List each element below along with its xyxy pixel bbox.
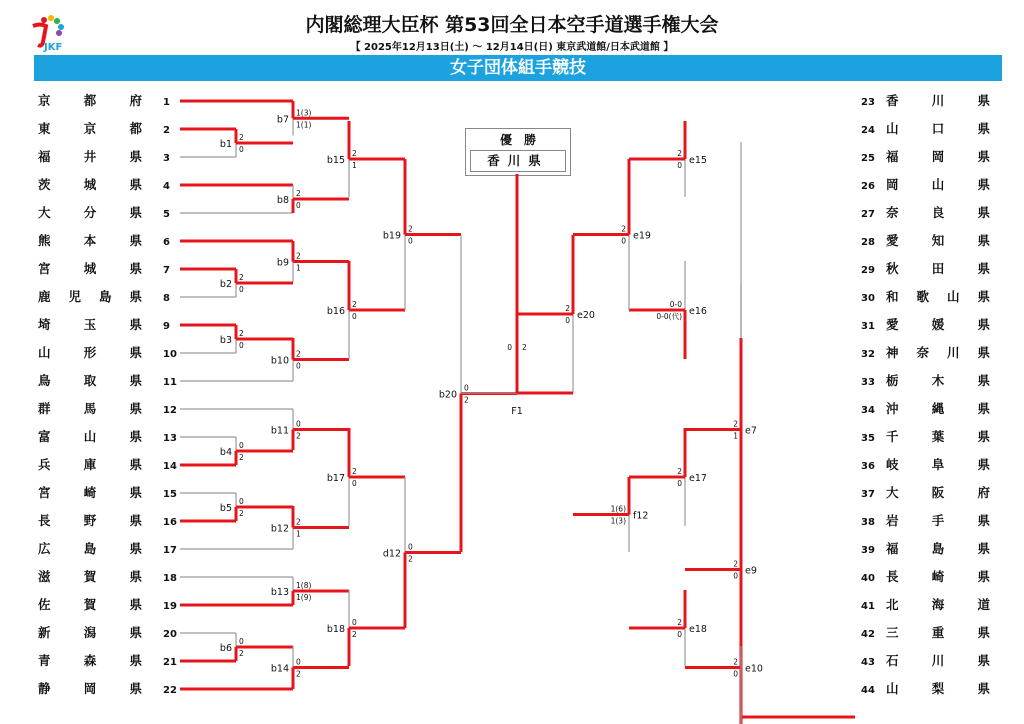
match-score-top: 2 [677, 467, 682, 476]
match-label: b3 [219, 335, 232, 346]
match-score-bottom: 0 [352, 312, 357, 321]
team-name-left: 宮崎県 [38, 485, 142, 500]
match-score-bottom: 0 [239, 285, 244, 294]
seed-number-left: 18 [163, 573, 177, 584]
team-name-right: 愛知県 [886, 233, 990, 248]
seed-number-right: 23 [861, 97, 875, 108]
match-score-bottom: 0 [621, 236, 626, 246]
seed-number-left: 3 [163, 153, 170, 164]
seed-number-right: 26 [861, 181, 875, 192]
match-score-top: 1(8) [296, 581, 312, 590]
match-label: e20 [577, 310, 595, 321]
match-label: b13 [270, 587, 289, 598]
match-score-top: 2 [733, 559, 738, 569]
team-name-right: 岡山県 [886, 177, 990, 192]
team-name-left: 京都府 [38, 93, 142, 108]
match-score-bottom: 0 [296, 361, 301, 371]
seed-number-right: 27 [861, 209, 875, 220]
match-score-bottom: 0 [352, 479, 357, 488]
match-score-top: 2 [352, 467, 357, 476]
seed-number-right: 28 [861, 237, 875, 248]
team-name-right: 神奈川県 [886, 345, 990, 360]
team-name-right: 山梨県 [886, 681, 990, 696]
match-label: e19 [633, 230, 651, 242]
match-label: b17 [326, 473, 345, 484]
seed-number-right: 41 [861, 601, 875, 612]
seed-number-left: 12 [163, 405, 177, 416]
match-label: b11 [270, 425, 289, 437]
match-score-bottom: 0 [408, 236, 413, 246]
team-name-right: 長崎県 [886, 569, 990, 584]
match-label: b9 [276, 257, 289, 269]
team-name-left: 兵庫県 [38, 457, 142, 472]
match-score-bottom: 0-0(代) [656, 312, 682, 321]
team-name-left: 東京都 [38, 121, 142, 136]
match-label: e10 [745, 663, 763, 675]
match-score-bottom: 1(3) [610, 516, 626, 526]
match-label: b1 [219, 139, 232, 150]
team-name-left: 山形県 [38, 345, 142, 360]
team-name-left: 大分県 [38, 205, 142, 220]
match-score-top: 2 [677, 149, 682, 158]
match-score-bottom: 1 [352, 161, 357, 170]
seed-number-right: 38 [861, 517, 875, 528]
match-score-top: 0 [464, 383, 469, 393]
match-score-bottom: 1(1) [296, 120, 312, 130]
seed-number-right: 24 [861, 125, 875, 136]
final-label: F1 [511, 406, 523, 417]
team-name-left: 滋賀県 [38, 569, 142, 584]
seed-number-right: 31 [861, 321, 875, 332]
match-score-top: 0 [296, 657, 301, 667]
seed-number-right: 30 [861, 293, 875, 304]
match-score-top: 2 [733, 419, 738, 429]
team-name-left: 新潟県 [38, 625, 142, 640]
match-score-top: 0-0 [669, 300, 682, 309]
match-score-bottom: 0 [565, 316, 570, 325]
seed-number-left: 21 [163, 657, 177, 668]
team-name-right: 福島県 [886, 541, 990, 556]
team-name-left: 熊本県 [38, 233, 142, 248]
match-score-bottom: 1 [733, 431, 738, 441]
match-label: b2 [219, 279, 232, 290]
seed-number-left: 2 [163, 125, 170, 136]
match-label: b19 [382, 230, 401, 242]
match-score-bottom: 0 [677, 630, 682, 639]
seed-number-left: 10 [163, 349, 177, 360]
team-name-right: 北海道 [886, 597, 990, 612]
match-label: b12 [270, 523, 289, 535]
seed-number-left: 14 [163, 461, 177, 472]
seed-number-right: 29 [861, 265, 875, 276]
final-score-left: 0 [507, 343, 512, 352]
match-score-bottom: 2 [239, 509, 244, 518]
match-score-bottom: 2 [408, 554, 413, 564]
match-score-top: 2 [239, 329, 244, 338]
match-score-bottom: 2 [352, 630, 357, 639]
team-name-right: 千葉県 [886, 429, 990, 444]
seed-number-left: 17 [163, 545, 177, 556]
team-name-left: 鳥取県 [38, 373, 142, 388]
match-score-bottom: 0 [239, 341, 244, 350]
match-label: b4 [219, 447, 232, 458]
team-name-left: 静岡県 [38, 681, 142, 696]
team-name-left: 佐賀県 [38, 597, 142, 612]
match-score-bottom: 2 [296, 431, 301, 441]
match-label: b18 [326, 624, 345, 635]
seed-number-left: 16 [163, 517, 177, 528]
team-name-right: 栃木県 [886, 373, 990, 388]
match-score-top: 0 [239, 637, 244, 646]
seed-number-right: 43 [861, 657, 875, 668]
seed-number-left: 4 [163, 181, 170, 192]
seed-number-right: 36 [861, 461, 875, 472]
match-score-top: 2 [565, 304, 570, 313]
team-name-left: 埼玉県 [38, 317, 142, 332]
team-name-right: 愛媛県 [886, 317, 990, 332]
match-score-bottom: 1(9) [296, 593, 312, 602]
match-label: b5 [219, 503, 232, 514]
match-score-top: 2 [296, 189, 301, 198]
match-label: b15 [326, 155, 345, 166]
match-label: e17 [689, 473, 707, 484]
match-label: b16 [326, 306, 345, 317]
match-label: d12 [382, 548, 401, 560]
seed-number-left: 19 [163, 601, 177, 612]
seed-number-left: 9 [163, 321, 170, 332]
seed-number-right: 42 [861, 629, 875, 640]
seed-number-left: 1 [163, 97, 170, 108]
team-name-left: 群馬県 [38, 401, 142, 416]
champion-label: 優 勝 [499, 133, 536, 147]
match-score-top: 2 [239, 133, 244, 142]
match-score-bottom: 0 [733, 571, 738, 581]
seed-number-right: 40 [861, 573, 875, 584]
seed-number-right: 39 [861, 545, 875, 556]
match-label: e7 [745, 425, 757, 437]
event-dates: 【 2025年12月13日(土) 〜 12月14日(日) 東京武道館/日本武道館 】 [350, 42, 674, 53]
match-score-top: 2 [352, 300, 357, 309]
match-score-top: 2 [296, 251, 301, 261]
seed-number-right: 33 [861, 377, 875, 388]
match-score-top: 2 [239, 273, 244, 282]
match-score-top: 1(6) [610, 504, 626, 514]
team-name-right: 秋田県 [886, 261, 990, 276]
match-score-top: 0 [296, 419, 301, 429]
svg-text:JKF: JKF [44, 42, 63, 52]
match-label: b14 [270, 663, 289, 675]
match-label: b20 [438, 389, 457, 401]
team-name-right: 福岡県 [886, 149, 990, 164]
team-name-right: 三重県 [886, 625, 990, 640]
match-score-bottom: 2 [464, 395, 469, 405]
match-score-top: 0 [408, 542, 413, 552]
team-name-left: 富山県 [38, 429, 142, 444]
seed-number-right: 44 [861, 685, 875, 696]
match-score-bottom: 2 [239, 453, 244, 462]
seed-number-right: 32 [861, 349, 875, 360]
match-score-top: 2 [733, 657, 738, 667]
seed-number-left: 13 [163, 433, 177, 444]
seed-number-right: 25 [861, 153, 875, 164]
match-score-bottom: 2 [296, 669, 301, 679]
match-label: b6 [219, 643, 232, 654]
team-name-left: 青森県 [38, 653, 142, 668]
seed-number-left: 5 [163, 209, 170, 220]
team-name-right: 沖縄県 [886, 401, 990, 416]
match-score-bottom: 0 [677, 479, 682, 488]
seed-number-left: 20 [163, 629, 177, 640]
category-banner: 女子団体組手競技 [34, 55, 1002, 81]
champion-name: 香川県 [470, 150, 566, 172]
match-label: e16 [689, 306, 707, 317]
team-name-left: 鹿児島県 [38, 289, 142, 304]
team-name-right: 香川県 [886, 93, 990, 108]
match-score-bottom: 2 [239, 649, 244, 658]
seed-number-right: 34 [861, 405, 875, 416]
seed-number-left: 6 [163, 237, 170, 248]
match-score-bottom: 1 [296, 529, 301, 539]
seed-number-left: 11 [163, 377, 177, 388]
match-label: f12 [633, 510, 649, 522]
seed-number-left: 22 [163, 685, 177, 696]
match-score-top: 2 [296, 517, 301, 527]
match-score-top: 2 [296, 349, 301, 359]
match-score-bottom: 1 [296, 263, 301, 273]
match-score-bottom: 0 [733, 669, 738, 679]
team-name-left: 宮城県 [38, 261, 142, 276]
match-score-bottom: 0 [239, 145, 244, 154]
team-name-right: 大阪府 [886, 485, 990, 500]
match-score-top: 2 [677, 618, 682, 627]
match-label: e15 [689, 155, 707, 166]
team-name-left: 茨城県 [38, 177, 142, 192]
match-score-top: 0 [239, 497, 244, 506]
match-score-top: 2 [352, 149, 357, 158]
match-label: b7 [276, 114, 289, 126]
seed-number-right: 35 [861, 433, 875, 444]
match-score-top: 1(3) [296, 108, 312, 118]
match-label: e9 [745, 565, 757, 577]
team-name-right: 和歌山県 [886, 289, 990, 304]
seed-number-right: 37 [861, 489, 875, 500]
match-score-top: 0 [239, 441, 244, 450]
seed-number-left: 15 [163, 489, 177, 500]
team-name-left: 広島県 [38, 541, 142, 556]
seed-number-left: 8 [163, 293, 170, 304]
match-score-top: 0 [352, 618, 357, 627]
match-label: e18 [689, 624, 707, 635]
team-name-left: 福井県 [38, 149, 142, 164]
match-label: b8 [276, 195, 289, 206]
match-score-top: 2 [621, 224, 626, 234]
team-name-right: 山口県 [886, 121, 990, 136]
match-score-bottom: 0 [677, 161, 682, 170]
seed-number-left: 7 [163, 265, 170, 276]
team-name-right: 岩手県 [886, 513, 990, 528]
page-title: 内閣総理大臣杯 第53回全日本空手道選手権大会 [305, 14, 719, 36]
team-name-left: 長野県 [38, 513, 142, 528]
team-name-right: 岐阜県 [886, 457, 990, 472]
match-score-top: 2 [408, 224, 413, 234]
team-name-right: 奈良県 [886, 205, 990, 220]
final-score-right: 2 [522, 343, 527, 352]
team-name-right: 石川県 [886, 653, 990, 668]
match-label: b10 [270, 355, 289, 367]
match-score-bottom: 0 [296, 201, 301, 210]
